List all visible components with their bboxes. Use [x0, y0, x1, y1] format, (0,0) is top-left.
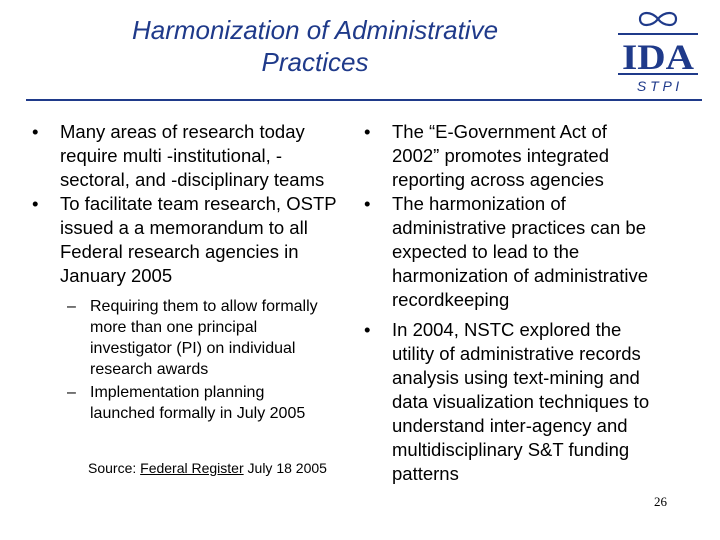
- sub-bullet-1: [30, 296, 380, 380]
- sub-bullet-line: Implementation planning: [90, 384, 265, 401]
- source-citation: [88, 459, 327, 477]
- bullet-line: 2002” promotes integrated: [392, 145, 609, 166]
- sub-bullet-line: launched formally in July 2005: [90, 405, 306, 422]
- bullet-line: data visualization techniques to: [392, 391, 650, 412]
- bullet-line: require multi -institutional, -: [60, 145, 283, 166]
- left-bullet-2: [30, 192, 380, 288]
- bullet-line: January 2005: [60, 265, 173, 286]
- bullet-line: reporting across agencies: [392, 169, 604, 190]
- sub-bullet-line: more than one principal: [90, 319, 258, 336]
- sub-bullet-line: research awards: [90, 361, 209, 378]
- left-column: [30, 120, 380, 424]
- bullet-line: expected to lead to the: [392, 241, 580, 262]
- bullet-line: Many areas of research today: [60, 121, 305, 142]
- title-line-2: Practices: [261, 47, 369, 77]
- bullet-line: analysis using text-mining and: [392, 367, 640, 388]
- source-publication: Federal Register: [140, 460, 244, 476]
- dash-icon: –: [67, 384, 76, 401]
- ida-stpi-logo: [612, 6, 704, 96]
- bullet-line: Federal research agencies in: [60, 241, 299, 262]
- bullet-line: sectoral, and -disciplinary teams: [60, 169, 325, 190]
- right-bullet-3: [362, 318, 702, 486]
- left-bullet-1: [30, 120, 380, 192]
- bullet-line: The harmonization of: [392, 193, 566, 214]
- bullet-line: harmonization of administrative: [392, 265, 649, 286]
- bullet-icon: •: [364, 319, 371, 340]
- bullet-line: understand inter-agency and: [392, 415, 628, 436]
- page-number: 26: [654, 494, 667, 509]
- bullet-line: recordkeeping: [392, 289, 510, 310]
- sub-bullet-line: Requiring them to allow formally: [90, 298, 318, 315]
- bullet-line: patterns: [392, 463, 459, 484]
- source-date: July 18 2005: [243, 460, 327, 476]
- bullet-icon: •: [364, 121, 371, 142]
- bullet-icon: •: [32, 121, 39, 142]
- right-bullet-2: [362, 192, 702, 312]
- bullet-icon: •: [364, 193, 371, 214]
- sub-bullet-2: [30, 382, 380, 424]
- bullet-line: In 2004, NSTC explored the: [392, 319, 622, 340]
- right-bullet-1: [362, 120, 702, 192]
- bullet-line: utility of administrative records: [392, 343, 641, 364]
- title-line-1: Harmonization of Administrative: [131, 15, 499, 45]
- sub-bullet-line: investigator (PI) on individual: [90, 340, 296, 357]
- dash-icon: –: [67, 298, 76, 315]
- source-prefix: Source:: [88, 460, 141, 476]
- logo-subtext: S T P I: [636, 78, 680, 94]
- slide-title: [60, 14, 570, 78]
- bullet-line: issued a a memorandum to all: [60, 217, 308, 238]
- infinity-icon: [640, 13, 676, 25]
- bullet-line: To facilitate team research, OSTP: [60, 193, 337, 214]
- title-divider: [26, 99, 702, 101]
- bullet-line: administrative practices can be: [392, 217, 646, 238]
- right-column: [362, 120, 702, 486]
- bullet-line: multidisciplinary S&T funding: [392, 439, 630, 460]
- bullet-line: The “E-Government Act of: [392, 121, 607, 142]
- bullet-icon: •: [32, 193, 39, 214]
- logo-text: IDA: [622, 37, 694, 77]
